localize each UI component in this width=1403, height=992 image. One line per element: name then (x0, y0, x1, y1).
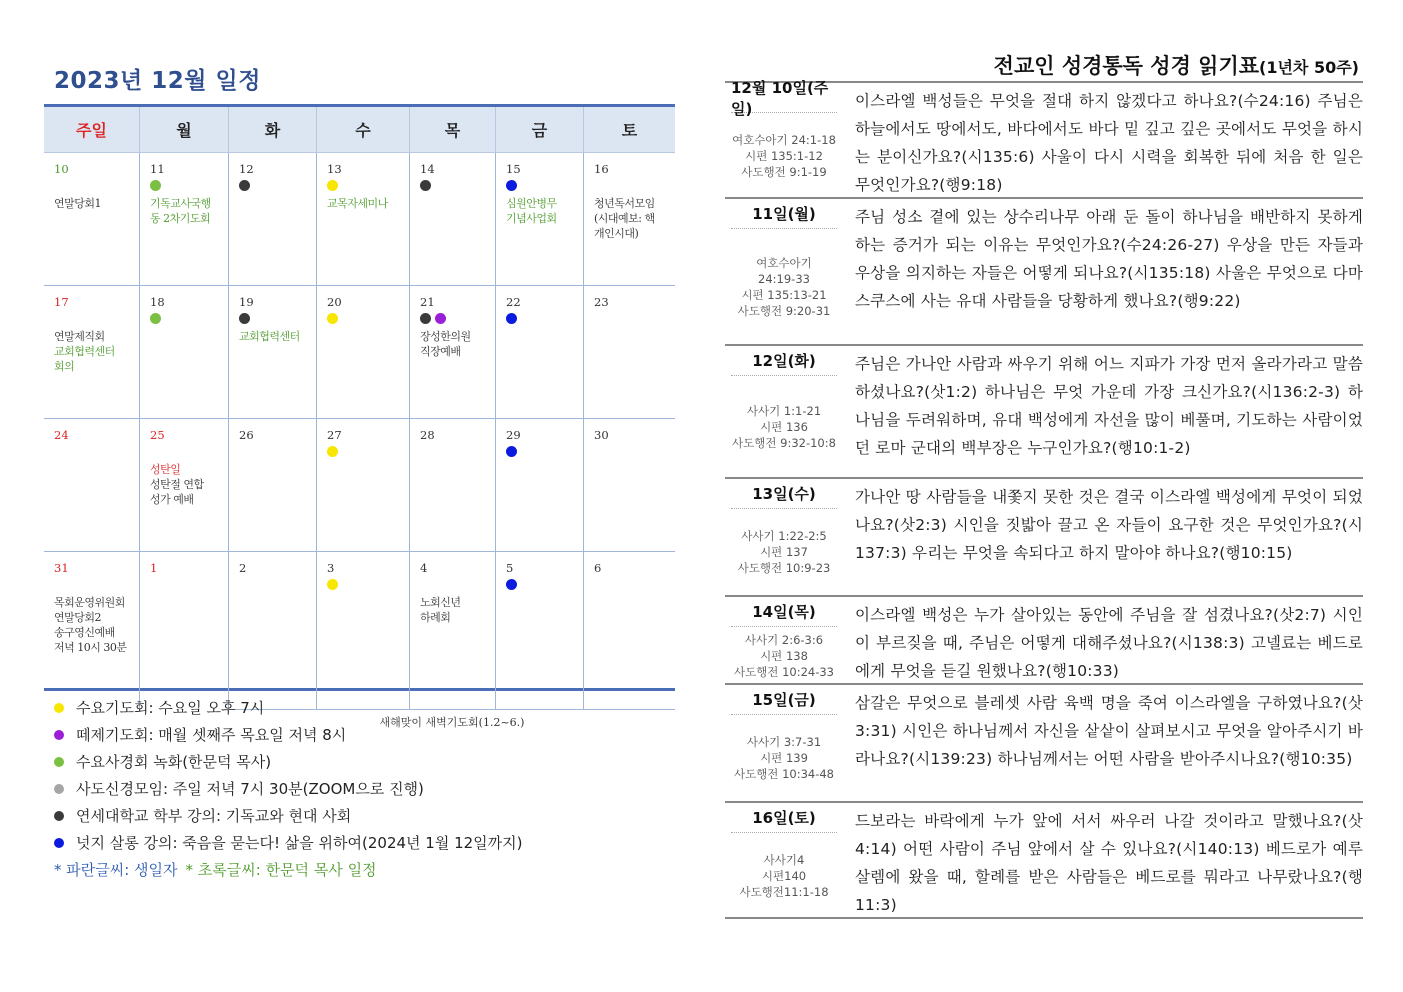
event-note: 직장예배 (420, 345, 461, 358)
legend-item (54, 748, 674, 775)
event-dot-dark (239, 180, 250, 191)
event-dot-dark (420, 180, 431, 191)
calendar-day-cell[interactable] (317, 552, 410, 709)
calendar-day-cell[interactable] (410, 419, 496, 552)
reading-reference: 사사기4 (763, 853, 805, 867)
event-note: 청년독서모임 (594, 197, 655, 210)
event-dots (54, 446, 139, 458)
dawn-prayer-banner: 새해맞이 새벽기도회(1.2~6.) (229, 709, 675, 733)
reading-day: 11일(월) (731, 199, 837, 229)
reading-reference: 시편 136 (760, 419, 808, 434)
day-number: 30 (594, 428, 609, 442)
day-number: 10 (54, 162, 69, 176)
reading-reference: 시편 137 (760, 545, 808, 559)
event-dot-yellow (327, 446, 338, 457)
event-dots (594, 579, 675, 591)
event-dots (327, 446, 409, 458)
event-dot-blue (506, 313, 517, 324)
reading-reference: 시편 135:1-12 (745, 149, 823, 163)
event-note: 저녁 10시 30분 (54, 641, 127, 654)
reading-row-left (725, 597, 843, 685)
day-number: 21 (420, 295, 435, 309)
reading-row (725, 479, 1363, 597)
event-dots (54, 579, 139, 591)
event-dot-yellow (327, 180, 338, 191)
event-dots (239, 313, 316, 325)
reading-reference: 시편 138 (760, 649, 808, 663)
calendar-day-cell[interactable] (140, 286, 229, 419)
day-number: 26 (239, 428, 254, 442)
calendar-day-cell[interactable] (496, 286, 584, 419)
weekday-header: 주일 (44, 107, 140, 152)
reading-references (725, 509, 843, 595)
reading-reference: 사도행전 9:32-10:8 (732, 435, 836, 450)
calendar-day-cell[interactable] (317, 286, 410, 419)
event-note: 성가 예배 (150, 493, 194, 506)
day-number: 3 (327, 561, 335, 575)
reading-reference: 사사기 1:22-2:5 (741, 529, 827, 543)
reading-row-left (725, 78, 843, 199)
legend-blue-note: * 파란글씨: 생일자 (54, 861, 178, 879)
weekday-header: 금 (496, 107, 584, 152)
reading-row (725, 685, 1363, 803)
reading-plan-title (994, 50, 1359, 80)
calendar-day-cell[interactable] (229, 153, 317, 286)
day-number: 29 (506, 428, 521, 442)
reading-reference: 시편 139 (760, 751, 808, 765)
event-note: 회의 (54, 360, 75, 373)
event-dots (327, 313, 409, 325)
calendar-day-cell[interactable] (140, 153, 229, 286)
reading-references (725, 715, 843, 801)
legend-dot-purple (54, 730, 64, 740)
reading-questions: 이스라엘 백성은 누가 살아있는 동안에 주님을 잘 섬겼나요?(삿2:7) 시인이 부르짖을 때, 주님은 어떻게 대해주셨나요?(시138:3) 고넬료는 베드로에게 무엇을 듣길 원했나요?(행10:33) (855, 606, 1363, 680)
event-note: 목회운영위원회 (54, 596, 125, 609)
day-number: 23 (594, 295, 609, 309)
calendar-day-cell[interactable] (317, 419, 410, 552)
reading-row (725, 199, 1363, 346)
reading-questions: 이스라엘 백성들은 무엇을 절대 하지 않겠다고 하나요?(수24:16) 주님은 하늘에서도 땅에서도, 바다에서도 바다 밑 깊고 깊은 곳에서도 무엇을 하시는 분이신가요?(시135:6) 사울이 다시 시력을 회복한 뒤에 처음 한 일은 무엇인가요?(행9:18) (855, 92, 1363, 194)
reading-reference: 여호수아기 24:1-18 (732, 133, 836, 147)
legend-item (54, 802, 674, 829)
event-note: 성탄일 (150, 463, 181, 476)
legend-text: 떼제기도회: 매월 셋째주 목요일 저녁 8시 (76, 726, 347, 744)
event-dot-dark (420, 313, 431, 324)
event-note: 연말제직회 (54, 330, 105, 343)
reading-questions: 주님 성소 곁에 있는 상수리나무 아래 둔 돌이 하나님을 배반하지 못하게 하는 증거가 되는 이유는 무엇인가요?(수24:26-27) 우상을 만든 자들과 우상을 의지하는 자들은 어떻게 되나요?(시135:18) 사울은 무엇으로 다마스쿠스에 사는 유대 사람들을 당황하게 했나요?(행9:22) (855, 208, 1363, 310)
event-dot-blue (506, 446, 517, 457)
event-dot-blue (506, 579, 517, 590)
calendar-day-cell[interactable] (229, 286, 317, 419)
event-note: 송구영신예배 (54, 626, 115, 639)
calendar-day-cell[interactable] (140, 419, 229, 552)
calendar-day-cell[interactable] (410, 153, 496, 286)
event-note: 기념사업회 (506, 212, 557, 225)
event-dots (594, 180, 675, 192)
event-dots (506, 579, 583, 591)
day-number: 12 (239, 162, 254, 176)
reading-reference: 사사기 3:7-31 (746, 735, 822, 749)
event-note: 장성한의원 (420, 330, 471, 343)
calendar-day-cell[interactable] (44, 286, 140, 419)
reading-reference: 사도행전11:1-18 (739, 885, 829, 899)
reading-day: 13일(수) (731, 479, 837, 509)
reading-reference: 사도행전 10:34-48 (733, 767, 834, 781)
event-dots (150, 446, 228, 458)
legend-green-note: * 초록글씨: 한문덕 목사 일정 (185, 861, 377, 879)
reading-day: 12일(화) (731, 346, 837, 376)
legend-footnote (54, 856, 674, 883)
calendar-week-row (44, 419, 675, 552)
legend-item (54, 775, 674, 802)
calendar-weekday-header (44, 107, 675, 153)
event-dots (420, 180, 495, 192)
calendar-day-cell[interactable] (584, 286, 675, 419)
day-number: 14 (420, 162, 435, 176)
reading-reference: 시편140 (761, 869, 807, 883)
event-note: 동 2차기도회 (150, 212, 211, 225)
event-note: 기독교사국행 (150, 197, 211, 210)
event-note: 교회협력센터 (54, 345, 115, 358)
reading-questions: 가나안 땅 사람들을 내쫓지 못한 것은 결국 이스라엘 백성에게 무엇이 되었나요?(삿2:3) 시인을 짓밟아 끌고 온 자들이 요구한 것은 무엇인가요?(시137:3) 우리는 무엇을 속되다고 하지 말아야 하나요?(행10:15) (855, 488, 1363, 562)
event-dot-green (150, 313, 161, 324)
reading-questions: 삼갈은 무엇으로 블레셋 사람 육백 명을 죽여 이스라엘을 구하였나요?(삿3:31) 시인은 하나님께서 자신을 샅샅이 살펴보시고 무엇을 알아주시기 바라나요?(시139:23) 하나님께서는 어떤 사람을 받아주시나요?(행10:35) (855, 694, 1363, 768)
reading-day: 15일(금) (731, 685, 837, 715)
reading-references (725, 229, 843, 344)
legend-dot-gray (54, 784, 64, 794)
reading-questions: 주님은 가나안 사람과 싸우기 위해 어느 지파가 가장 먼저 올라가라고 말씀하셨나요?(삿1:2) 하나님은 무엇 가운데 가장 크신가요?(시136:2-3) 하나님을 두려워하며, 유대 백성에게 자선을 많이 베풀며, 기도하는 사람이었던 로마 군대의 백부장은 누구인가요?(행10:1-2) (855, 355, 1363, 457)
day-number: 13 (327, 162, 342, 176)
calendar-day-cell[interactable] (44, 153, 140, 286)
reading-day: 16일(토) (731, 803, 837, 833)
day-number: 20 (327, 295, 342, 309)
weekday-header: 월 (140, 107, 229, 152)
reading-reference: 사도행전 9:20-31 (737, 303, 831, 318)
day-number: 1 (150, 561, 158, 575)
legend-text: 사도신경모임: 주일 저녁 7시 30분(ZOOM으로 진행) (76, 780, 424, 798)
day-number: 22 (506, 295, 521, 309)
event-note: 노회신년 (420, 596, 461, 609)
reading-reference: 시편 135:13-21 (741, 287, 827, 302)
reading-day: 14일(목) (731, 597, 837, 627)
legend-dot-dark (54, 811, 64, 821)
calendar-day-cell[interactable] (496, 153, 584, 286)
event-note: 개인시대) (594, 227, 639, 240)
calendar-day-cell[interactable] (229, 552, 317, 709)
event-dots (150, 579, 228, 591)
calendar-week-row (44, 552, 675, 709)
event-dot-dark (239, 313, 250, 324)
day-number: 19 (239, 295, 254, 309)
event-dots (150, 180, 228, 192)
event-dots (594, 446, 675, 458)
event-dot-blue (506, 180, 517, 191)
event-dots (327, 180, 409, 192)
day-number: 27 (327, 428, 342, 442)
calendar-week-row (44, 286, 675, 419)
reading-row (725, 597, 1363, 685)
reading-reference: 사도행전 10:9-23 (737, 561, 831, 575)
calendar-title: 2023년 12월 일정 (54, 68, 261, 94)
legend-text: 연세대학교 학부 강의: 기독교와 현대 사회 (76, 807, 352, 825)
reading-references (725, 833, 843, 919)
legend-dot-yellow (54, 703, 64, 713)
day-number: 4 (420, 561, 428, 575)
day-number: 28 (420, 428, 435, 442)
event-dots (239, 579, 316, 591)
day-number: 11 (150, 162, 165, 176)
event-dots (506, 446, 583, 458)
reading-reference: 24:19-33 (758, 271, 810, 286)
reading-row-left (725, 479, 843, 595)
event-dots (420, 446, 495, 458)
day-number: 5 (506, 561, 514, 575)
calendar-day-cell[interactable] (584, 419, 675, 552)
day-number: 16 (594, 162, 609, 176)
reading-row-left (725, 199, 843, 344)
reading-day: 12월 10일(주일) (731, 83, 837, 113)
event-note: 성탄절 연합 (150, 478, 204, 491)
day-number: 31 (54, 561, 69, 575)
reading-plan-table (725, 78, 1363, 919)
calendar-day-cell[interactable] (140, 552, 229, 709)
event-note: 하례회 (420, 611, 451, 624)
legend-text: 넛지 살롱 강의: 죽음을 묻는다! 삶을 위하여(2024년 1월 12일까지) (76, 834, 523, 852)
day-number: 24 (54, 428, 69, 442)
day-number: 25 (150, 428, 165, 442)
event-dot-yellow (327, 579, 338, 590)
legend-item (54, 694, 674, 721)
legend-dot-blue (54, 838, 64, 848)
event-note: 교목자세미나 (327, 197, 388, 210)
reading-row (725, 803, 1363, 919)
day-number: 6 (594, 561, 602, 575)
event-dot-purple (435, 313, 446, 324)
day-number: 2 (239, 561, 247, 575)
event-note: (시대예보: 핵 (594, 212, 655, 225)
reading-row (725, 346, 1363, 479)
reading-plan-title-sub: (1년차 50주) (1259, 58, 1359, 77)
calendar-day-cell[interactable] (229, 419, 317, 552)
event-dots (506, 180, 583, 192)
event-dots (239, 180, 316, 192)
legend-text: 수요사경회 녹화(한문덕 목사) (76, 753, 272, 771)
event-dots (239, 446, 316, 458)
calendar-day-cell[interactable] (44, 552, 140, 709)
event-dots (594, 313, 675, 325)
event-dots (420, 579, 495, 591)
day-number: 17 (54, 295, 69, 309)
day-number: 18 (150, 295, 165, 309)
event-note: 연말당회1 (54, 197, 102, 210)
legend-dot-green (54, 757, 64, 767)
legend-item (54, 721, 674, 748)
reading-row (725, 78, 1363, 199)
weekday-header: 화 (229, 107, 317, 152)
event-note: 교회협력센터 (239, 330, 300, 343)
calendar-day-cell[interactable] (317, 153, 410, 286)
calendar-legend (54, 694, 674, 883)
reading-reference: 사도행전 10:24-33 (733, 665, 834, 679)
reading-references (725, 113, 843, 199)
reading-row-left (725, 803, 843, 919)
reading-references (725, 376, 843, 477)
event-dots (54, 180, 139, 192)
legend-item (54, 829, 674, 856)
event-dots (506, 313, 583, 325)
reading-reference: 사도행전 9:1-19 (741, 165, 827, 179)
weekday-header: 목 (410, 107, 496, 152)
reading-row-left (725, 346, 843, 477)
calendar-day-cell[interactable] (410, 552, 496, 709)
weekday-header: 토 (621, 121, 638, 140)
event-dots (150, 313, 228, 325)
day-number: 15 (506, 162, 521, 176)
calendar-day-cell[interactable] (410, 286, 496, 419)
event-dots (54, 313, 139, 325)
calendar-day-cell[interactable] (44, 419, 140, 552)
legend-text: 수요기도회: 수요일 오후 7시 (76, 699, 265, 717)
event-note: 연말당회2 (54, 611, 102, 624)
reading-references (725, 627, 843, 685)
event-note: 심원안병무 (506, 197, 557, 210)
calendar-day-cell[interactable] (496, 552, 584, 709)
reading-plan-title-main: 전교인 성경통독 성경 읽기표 (993, 54, 1260, 78)
reading-reference: 사사기 2:6-3:6 (744, 633, 824, 647)
weekday-header: 수 (317, 107, 410, 152)
event-dots (327, 579, 409, 591)
calendar-day-cell[interactable] (584, 552, 675, 709)
reading-reference: 여호수아기 (756, 255, 812, 270)
calendar-week-row (44, 153, 675, 286)
reading-reference: 사사기 1:1-21 (746, 403, 822, 418)
reading-row-left (725, 685, 843, 801)
event-dot-green (150, 180, 161, 191)
reading-questions: 드보라는 바락에게 누가 앞에 서서 싸우러 나갈 것이라고 말했나요?(삿4:14) 어떤 사람이 주님 앞에서 살 수 있나요?(시140:13) 베드로가 예루살렘에 왔을 때, 할례를 받은 사람들은 베드로를 뭐라고 나무랐나요?(행11:3) (855, 812, 1363, 914)
calendar-day-cell[interactable] (496, 419, 584, 552)
event-dot-yellow (327, 313, 338, 324)
event-dots (420, 313, 495, 325)
calendar-day-cell[interactable] (584, 153, 675, 286)
